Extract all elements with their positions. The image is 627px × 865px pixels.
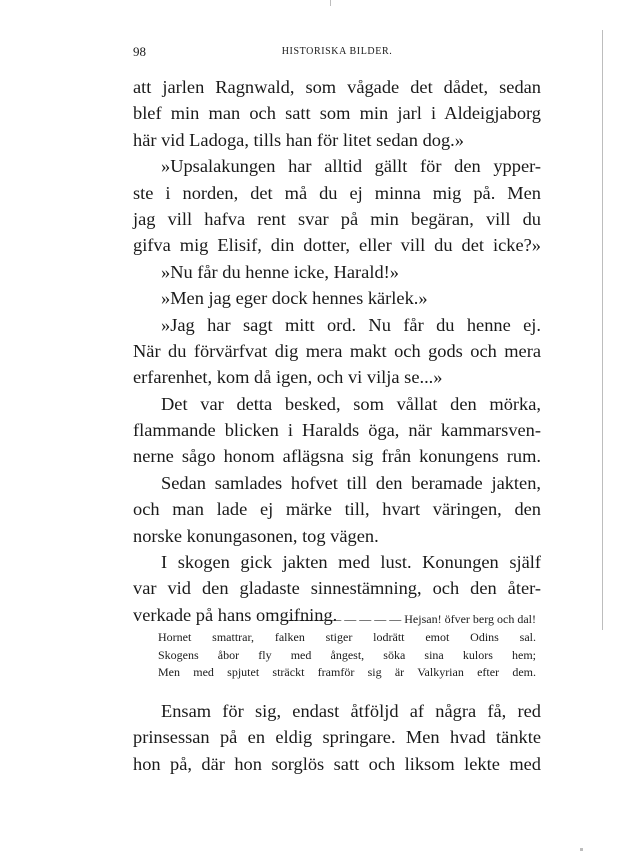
poem-line: Skogens åbor fly med ångest, söka sina kulors hem;: [158, 647, 536, 662]
continuation-text: [133, 698, 541, 777]
text-line: När du förvärfvat dig mera makt och gods och mera: [133, 340, 541, 361]
text-line: jag vill hafva rent svar på min begäran, vill du: [133, 208, 541, 229]
text-line: och man lade ej märke till, hvart väringen, den: [133, 499, 541, 520]
text-line: nerne sågo honom aflägsna sig från konungens rum.: [133, 446, 541, 467]
text-line: »Upsalakungen har alltid gällt för den ypper-: [161, 156, 541, 177]
page-number: 98: [133, 44, 146, 59]
text-line: här vid Ladoga, tills han för litet sedan dog.»: [133, 129, 464, 150]
body-text: [133, 74, 541, 628]
text-line: att jarlen Ragnwald, som vågade det dådet, sedan: [133, 77, 541, 97]
text-line: hon på, där hon sorglös satt och liksom lekte med: [133, 753, 541, 774]
header-title: HISTORISKA BILDER.: [281, 46, 393, 57]
text-line: prinsessan på en eldig springare. Men hvad tänkte: [133, 727, 541, 748]
poem-line: Hornet smattrar, falken stiger lodrätt emot Odins sal.: [158, 629, 536, 644]
text-line: flammande blicken i Haralds öga, när kammarsven-: [133, 420, 541, 441]
text-line: ste i norden, det må du ej minna mig på. Men: [133, 182, 541, 203]
text-line: Sedan samlades hofvet till den beramade jakten,: [161, 472, 541, 493]
poem-line: Men med spjutet sträckt framför sig är Valkyrian efter dem.: [158, 665, 536, 680]
text-line: I skogen gick jakten med lust. Konungen själf: [161, 552, 541, 573]
text-line: Det var detta besked, som vållat den mörka,: [161, 393, 541, 414]
scan-edge-mark: [580, 848, 583, 851]
text-line: gifva mig Elisif, din dotter, eller vill du det icke?»: [133, 235, 541, 256]
text-line: var vid den gladaste sinnestämning, och den åter-: [133, 578, 541, 599]
scan-edge-mark: [602, 30, 603, 630]
text-line: blef min man och satt som min jarl i Aldeigjaborg: [133, 103, 541, 124]
poem-quote: [158, 611, 536, 682]
text-line: »Jag har sagt mitt ord. Nu får du henne ej.: [161, 314, 541, 335]
text-line: »Nu får du henne icke, Harald!»: [161, 261, 399, 282]
poem-line: — — — — — — — — Hejsan! öfver berg och dal!: [284, 612, 536, 626]
running-head: [133, 44, 541, 64]
text-line: verkade på hans omgifning.: [133, 604, 338, 625]
text-line: norske konungasonen, tog vägen.: [133, 525, 379, 546]
text-line: Ensam för sig, endast åtföljd af några få, red: [161, 701, 541, 721]
scan-edge-mark: [330, 0, 331, 6]
text-line: erfarenhet, kom då igen, och vi vilja se...»: [133, 367, 443, 388]
text-line: »Men jag eger dock hennes kärlek.»: [161, 288, 428, 309]
